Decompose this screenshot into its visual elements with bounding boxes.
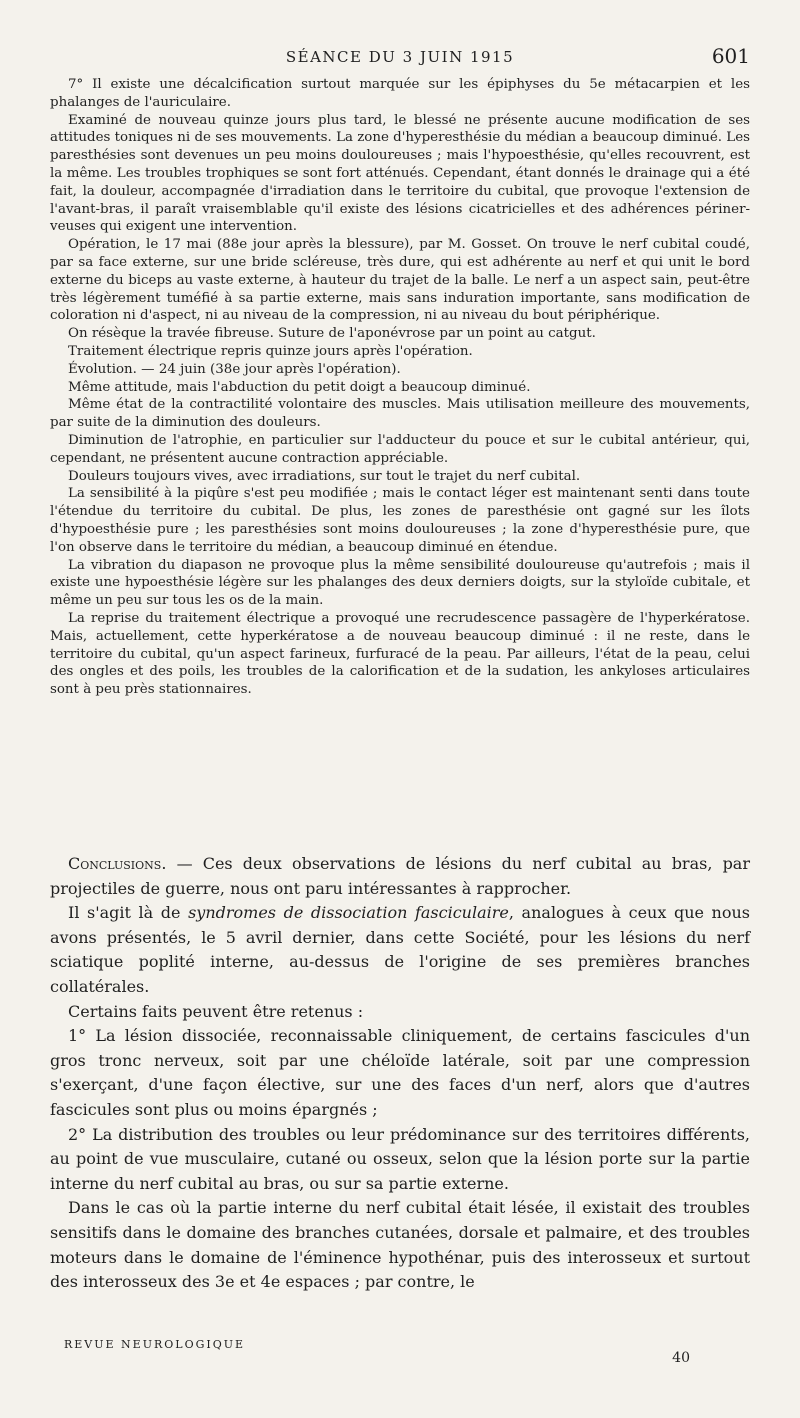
signature-mark: 40: [672, 1350, 690, 1366]
paragraph: Même attitude, mais l'abduction du petit doigt a beaucoup diminué.: [68, 379, 531, 395]
paragraph: 1° La lésion dissociée, reconnaissable cliniquement, de certains fascicules d'un gros tronc nerveux, soit par une chéloïde latérale, soit par une compression s'exerçant, d'une façon élective, sur une des faces d'un nerf, alors que d'autres fascicules sont plus ou moins épargnés ;: [50, 1026, 750, 1119]
page-footer: [50, 1332, 750, 1372]
paragraph-text: — Ces deux observations de lésions du nerf cubital au bras, par projectiles de guerre, nous ont paru intéressantes à rapprocher.: [50, 854, 750, 898]
page-number: 601: [711, 44, 750, 68]
paragraph: La sensibilité à la piqûre s'est peu modifiée ; mais le contact léger est maintenant senti dans toute l'étendue du territoire du cubital. De plus, les zones de paresthésie ont gagné sur les îlots d'hypoesthésie pure ; les paresthésies sont moins douloureuses ; la zone d'hyperesthésie pure, que l'on observe dans le territoire du médian, a beaucoup diminué en étendue.: [50, 486, 750, 555]
conclusions-label: Conclusions.: [68, 854, 167, 873]
running-head: SÉANCE DU 3 JUIN 1915: [285, 48, 515, 66]
paragraph: Opération, le 17 mai (88e jour après la blessure), par M. Gosset. On trouve le nerf cubital coudé, par sa face externe, sur une bride scléreuse, très dure, qui est adhérente au nerf et qui unit le bord externe du biceps au vaste externe, à hauteur du trajet de la balle. Le nerf a un aspect sain, peut-être très légèrement tuméfié à sa partie externe, mais sans induration importante, sans modification de coloration ni d'aspect, ni au niveau de la compression, ni au niveau du bout périphérique.: [50, 237, 750, 324]
paragraph: [50, 852, 750, 901]
observation-text: [50, 76, 750, 699]
paragraph: Diminution de l'atrophie, en particulier sur l'adducteur du pouce et sur le cubital antérieur, qui, cependant, ne présentent aucune contraction appréciable.: [50, 432, 750, 466]
paragraph: Traitement électrique repris quinze jours après l'opération.: [68, 343, 473, 359]
journal-name: REVUE NEUROLOGIQUE: [64, 1338, 246, 1351]
paragraph: La vibration du diapason ne provoque plus la même sensibilité douloureuse qu'autrefois ; mais il existe une hypoesthésie légère sur les phalanges des deux derniers doigts, sur la styloïde cubitale, et même un peu sur tous les os de la main.: [50, 557, 750, 609]
paragraph-text: Il s'agit là de: [68, 903, 181, 923]
conclusions-text: [50, 852, 750, 1295]
journal-page: [50, 0, 750, 1418]
paragraph: Douleurs toujours vives, avec irradiations, sur tout le trajet du nerf cubital.: [68, 468, 581, 484]
paragraph: Même état de la contractilité volontaire des muscles. Mais utilisation meilleure des mouvements, par suite de la diminution des douleurs.: [50, 397, 750, 431]
paragraph: Évolution. — 24 juin (38e jour après l'opération).: [68, 361, 401, 377]
paragraph: 2° La distribution des troubles ou leur prédominance sur des territoires différents, au point de vue musculaire, cutané ou osseux, selon que la lésion porte sur la partie interne du nerf cubital au bras, ou sur sa partie externe.: [50, 1124, 750, 1193]
paragraph: [50, 901, 750, 999]
paragraph: Certains faits peuvent être retenus :: [68, 1001, 364, 1021]
emphasis-term: syndromes de dissociation fasciculaire: [188, 903, 509, 923]
paragraph: 7° Il existe une décalcification surtout marquée sur les épiphyses du 5e métacarpien et les phalanges de l'auriculaire.: [50, 77, 750, 110]
paragraph: Dans le cas où la partie interne du nerf cubital était lésée, il existait des troubles sensitifs dans le domaine des branches cutanées, dorsale et palmaire, et des troubles moteurs dans le domaine de l'éminence hypothénar, puis des interosseux et surtout des interosseux des 3e et 4e espaces ; par contre, le: [50, 1198, 750, 1292]
paragraph: On résèque la travée fibreuse. Suture de l'aponévrose par un point au catgut.: [68, 326, 596, 342]
paragraph: Examiné de nouveau quinze jours plus tard, le blessé ne présente aucune modification de ses attitudes toniques ni de ses mouvements. La zone d'hyperesthésie du médian a beaucoup diminué. Les paresthésies sont devenues un peu moins douloureuses ; mais l'hypoesthésie, qu'elles recouvrent, est la même. Les troubles trophiques se sont fort atténués. Cependant, étant donnés le drainage qui a été fait, la douleur, accompagnée d'irradiation dans le territoire du cubital, que provoque l'extension de l'avant-bras, il paraît vraisemblable qu'il existe des lésions cicatricielles et des adhérences périner-veuses qui exigent une intervention.: [50, 112, 750, 235]
page-header: [50, 44, 750, 74]
paragraph-text: , analogues à ceux que nous avons présentés, le 5 avril dernier, dans cette Société, pour les lésions du nerf sciatique poplité interne, au-dessus de l'origine de ses premières branches collatérales.: [50, 903, 751, 996]
paragraph: La reprise du traitement électrique a provoqué une recrudescence passagère de l'hyperkératose. Mais, actuellement, cette hyperkératose a de nouveau beaucoup diminué : il ne reste, dans le territoire du cubital, qu'un aspect farineux, furfuracé de la peau. Par ailleurs, l'état de la peau, celui des ongles et des poils, les troubles de la calorification et de la sudation, les ankyloses articulaires sont à peu près stationnaires.: [50, 610, 750, 698]
